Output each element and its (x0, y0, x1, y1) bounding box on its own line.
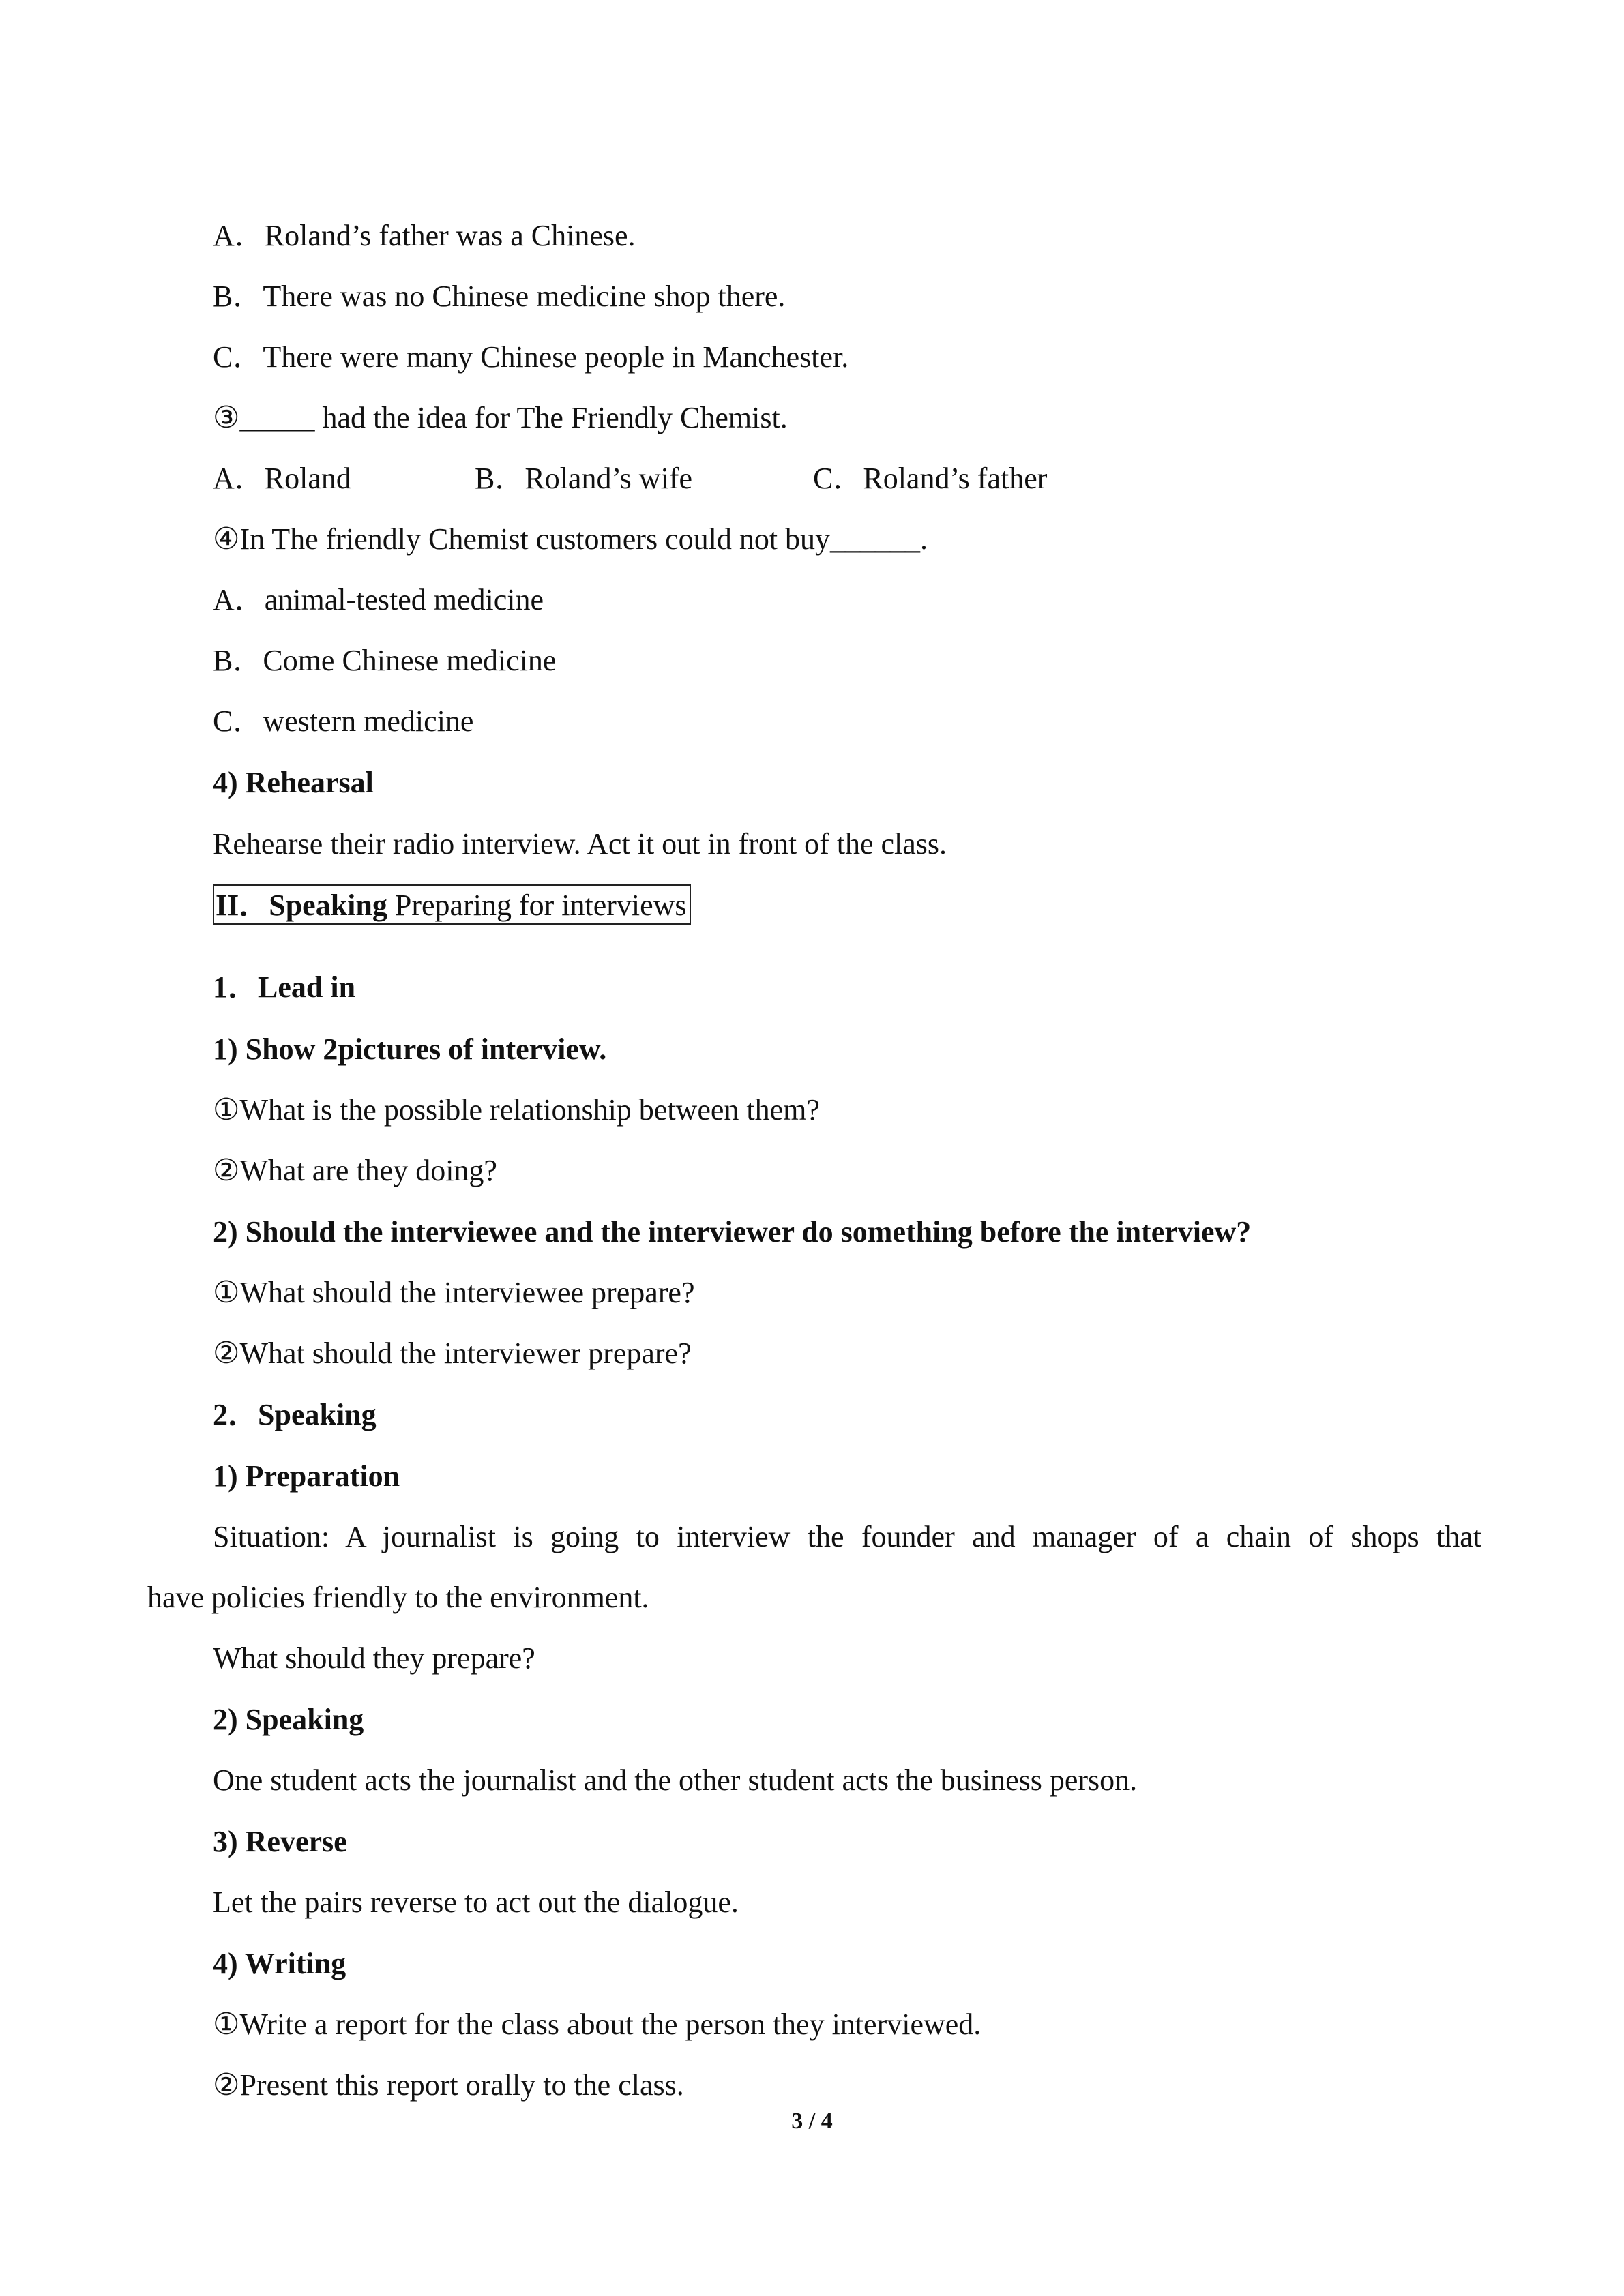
subheading-preparation: 1) Preparation (213, 1459, 400, 1493)
section-heading-box (213, 884, 691, 925)
option-c-text: C．Roland’s father (813, 462, 1048, 495)
heading-lead-in: 1．Lead in (213, 970, 356, 1004)
writing-task-2: ②Present this report orally to the class. (213, 2068, 684, 2102)
question-1: ①What should the interviewee prepare? (213, 1276, 695, 1309)
paragraph: Rehearse their radio interview. Act it out in front of the class. (213, 827, 947, 861)
paragraph: One student acts the journalist and the other student acts the business person. (213, 1763, 1138, 1797)
subheading-before-interview: 2) Should the interviewee and the interviewer do something before the interview? (213, 1215, 1252, 1249)
question-3: ③_____ had the idea for The Friendly Chemist. (213, 401, 788, 434)
option-c-text: C．There were many Chinese people in Manchester. (213, 340, 849, 374)
option-c-text: C．western medicine (213, 704, 474, 738)
option-b-text: B．Come Chinese medicine (213, 644, 557, 677)
option-a-text: A．animal-tested medicine (213, 583, 544, 616)
page-number: 3 / 4 (791, 2108, 833, 2134)
section-heading-bold: II．Speaking (216, 889, 387, 922)
situation-paragraph-line-2: have policies friendly to the environment. (147, 1581, 649, 1614)
option-b-text: B．There was no Chinese medicine shop there. (213, 280, 786, 313)
subheading-speaking: 2) Speaking (213, 1703, 364, 1736)
section-heading-title: Preparing for interviews (387, 889, 687, 922)
subheading-reverse: 3) Reverse (213, 1825, 347, 1858)
situation-paragraph-line-1: Situation: A journalist is going to interview the founder and manager of a chain of shops that (213, 1520, 1481, 1553)
option-a-text: A．Roland (213, 462, 351, 495)
subheading-show-pictures: 1) Show 2pictures of interview. (213, 1032, 607, 1066)
question-2: ②What are they doing? (213, 1154, 497, 1187)
heading-speaking: 2．Speaking (213, 1398, 377, 1431)
section-heading-speaking (213, 886, 691, 925)
paragraph: Let the pairs reverse to act out the dialogue. (213, 1885, 739, 1919)
question-1: ①What is the possible relationship between them? (213, 1093, 820, 1127)
subheading-rehearsal: 4) Rehearsal (213, 766, 374, 799)
option-b-text: B．Roland’s wife (475, 462, 692, 495)
question-3-options (213, 460, 1047, 498)
writing-task-1: ①Write a report for the class about the person they interviewed. (213, 2008, 981, 2041)
option-a-text: A．Roland’s father was a Chinese. (213, 219, 636, 252)
question-4: ④In The friendly Chemist customers could not buy______. (213, 522, 928, 556)
subheading-writing: 4) Writing (213, 1947, 346, 1980)
paragraph: What should they prepare? (213, 1641, 535, 1675)
question-2: ②What should the interviewer prepare? (213, 1337, 692, 1370)
